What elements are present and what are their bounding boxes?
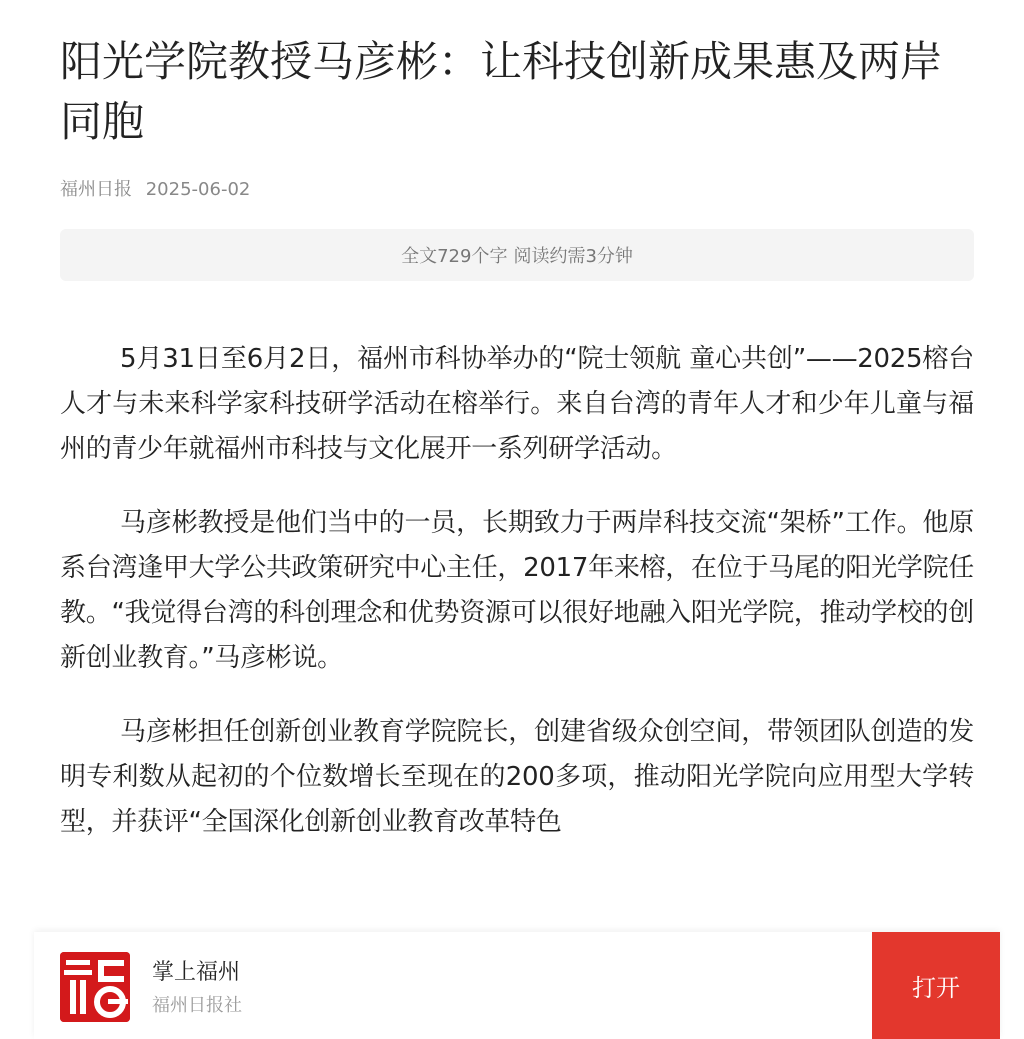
article-title: 阳光学院教授马彦彬：让科技创新成果惠及两岸同胞 bbox=[60, 37, 943, 146]
read-time: 阅读约需3分钟 bbox=[513, 246, 633, 267]
paragraph: 马彦彬担任创新创业教育学院院长，创建省级众创空间，带领团队创造的发明专利数从起初的个位数增长至现在的200多项，推动阳光学院向应用型大学转型，并获评“全国深化创新创业教育改革特色 bbox=[60, 717, 974, 837]
reading-info-bar bbox=[60, 229, 974, 281]
app-name: 掌上福州 bbox=[152, 960, 241, 985]
app-download-banner[interactable] bbox=[34, 932, 1000, 1039]
article-source: 福州日报 bbox=[60, 179, 132, 200]
paragraph: 马彦彬教授是他们当中的一员，长期致力于两岸科技交流“架桥”工作。他原系台湾逢甲大学公共政策研究中心主任，2017年来榕，在位于马尾的阳光学院任教。“我觉得台湾的科创理念和优势资源可以很好地融入阳光学院，推动学校的创新创业教育。”马彦彬说。 bbox=[60, 508, 974, 673]
app-logo-icon bbox=[60, 952, 130, 1022]
paragraph: 5月31日至6月2日，福州市科协举办的“院士领航 童心共创”——2025榕台人才与未来科学家科技研学活动在榕举行。来自台湾的青年人才和少年儿童与福州的青少年就福州市科技与文化展开一系列研学活动。 bbox=[60, 344, 974, 464]
article-body bbox=[60, 337, 974, 874]
article-meta bbox=[60, 177, 250, 203]
word-count: 全文729个字 bbox=[401, 246, 508, 267]
article-date: 2025-06-02 bbox=[145, 179, 251, 200]
open-app-button[interactable]: 打开 bbox=[872, 932, 1000, 1039]
app-publisher: 福州日报社 bbox=[152, 995, 242, 1016]
